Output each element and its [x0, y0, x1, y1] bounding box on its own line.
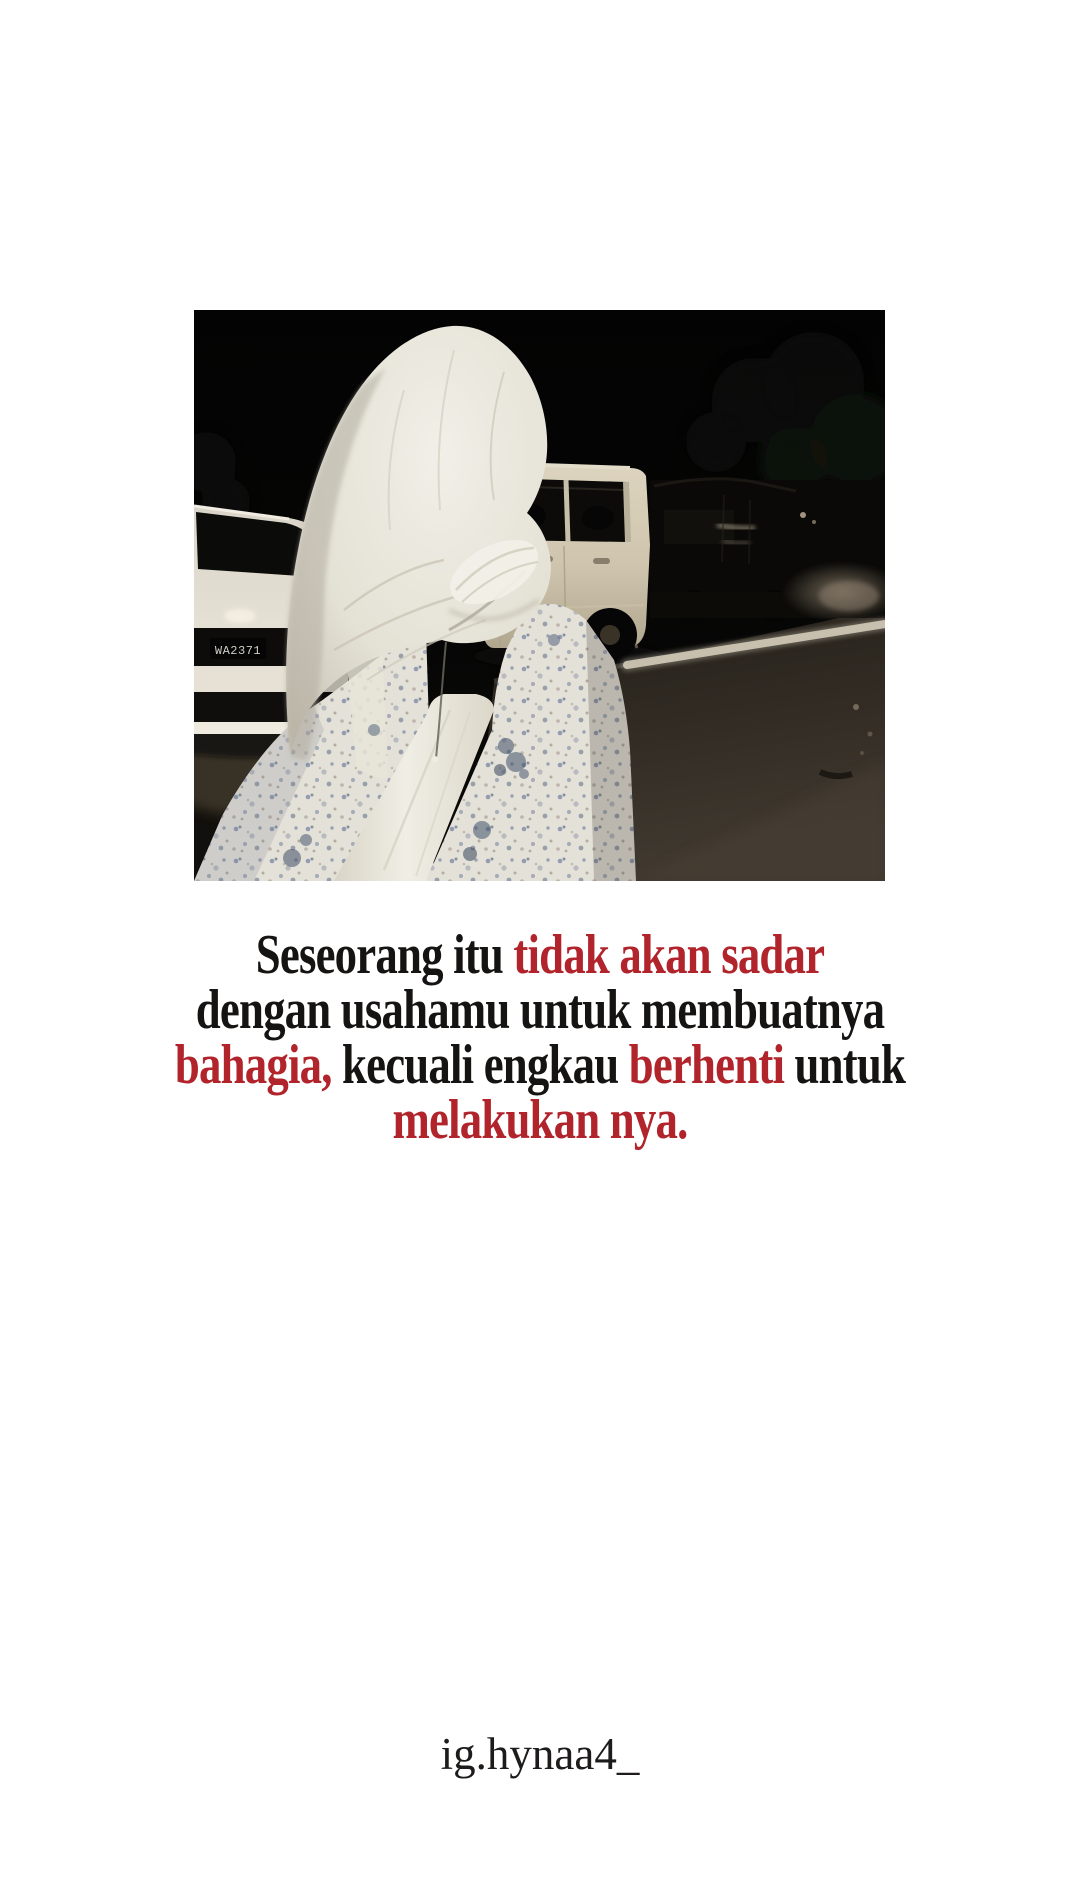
story-photo	[194, 310, 885, 881]
quote-line	[108, 1034, 972, 1096]
c-pillar	[626, 482, 628, 542]
night-street-scene	[194, 310, 885, 881]
quote-segment: Seseorang itu	[255, 924, 514, 986]
cord-glint	[432, 756, 438, 762]
quote-text	[108, 924, 972, 1151]
license-plate	[210, 638, 266, 659]
door-handle	[593, 558, 610, 564]
instagram-handle: ig.hynaa4_	[440, 1729, 640, 1779]
quote-segment: untuk	[784, 1034, 906, 1096]
quote-line	[108, 924, 972, 986]
quote-segment: berhenti	[628, 1034, 785, 1096]
quote-segment: melakukan nya.	[392, 1089, 688, 1151]
quote-segment: tidak akan sadar	[513, 924, 825, 986]
quote-segment: kecuali engkau	[331, 1034, 629, 1096]
quote-segment: dengan usahamu untuk membuatnya	[195, 979, 885, 1041]
quote-line	[108, 979, 972, 1041]
headlight	[224, 609, 256, 623]
svg-text:WA2371: WA2371	[214, 644, 262, 658]
b-pillar	[566, 480, 568, 542]
quote-segment: bahagia,	[174, 1034, 332, 1096]
quote-line	[108, 1089, 972, 1151]
